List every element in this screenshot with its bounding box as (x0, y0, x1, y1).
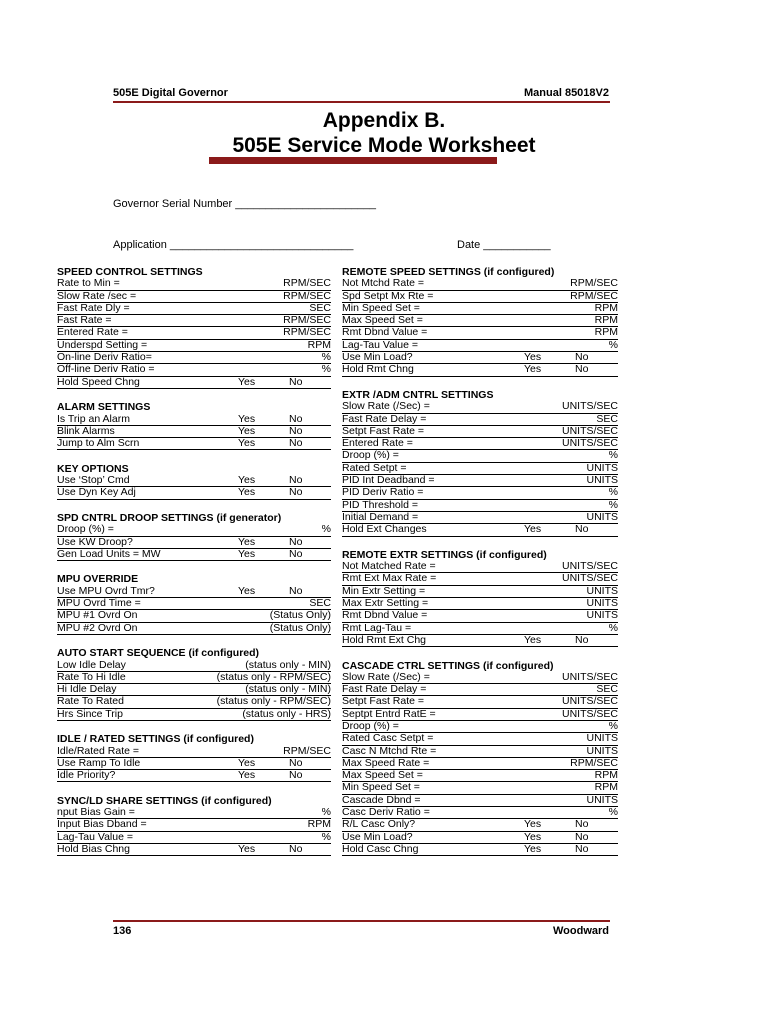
no-option[interactable]: No (289, 424, 303, 437)
setting-unit: (status only - RPM/SEC) (216, 670, 331, 683)
section-title-idle-rated-settings-if-configured: IDLE / RATED SETTINGS (if configured) (57, 733, 254, 746)
governor-serial-field[interactable]: Governor Serial Number _______________________ (113, 198, 376, 210)
setting-label: Hrs Since Trip (57, 707, 123, 720)
yes-option[interactable]: Yes (238, 424, 256, 437)
section-title-extr-adm-cntrl-settings: EXTR /ADM CNTRL SETTINGS (342, 388, 494, 401)
setting-unit: % (608, 498, 618, 511)
setting-unit: % (608, 621, 618, 634)
setting-unit: (status only - HRS) (242, 707, 331, 720)
setting-label: Septpt Entrd RatE = (342, 707, 436, 720)
setting-unit: RPM (307, 338, 331, 351)
setting-label: Fast Rate Delay = (342, 412, 427, 425)
setting-label: Setpt Fast Rate = (342, 695, 425, 708)
footer-page-number: 136 (113, 925, 132, 937)
setting-label: Slow Rate (/Sec) = (342, 670, 430, 683)
yes-option[interactable]: Yes (238, 375, 256, 388)
no-option[interactable]: No (575, 363, 589, 376)
setting-label: Use Min Load? (342, 351, 413, 364)
setting-unit: UNITS/SEC (561, 424, 618, 437)
setting-label: Low Idle Delay (57, 658, 126, 671)
setting-row[interactable] (342, 844, 618, 856)
setting-unit: RPM (594, 769, 618, 782)
setting-unit: UNITS/SEC (561, 670, 618, 683)
setting-unit: RPM (594, 301, 618, 314)
setting-label: MPU #1 Ovrd On (57, 609, 138, 622)
setting-row[interactable] (57, 487, 331, 499)
title-rule (209, 157, 497, 164)
setting-unit: RPM/SEC (283, 326, 331, 339)
setting-unit: RPM (594, 781, 618, 794)
setting-unit: % (321, 806, 331, 819)
setting-label: Cascade Dbnd = (342, 793, 421, 806)
setting-unit: RPM (594, 314, 618, 327)
setting-label: Fast Rate Delay = (342, 683, 427, 696)
setting-label: Hold Rmt Ext Chg (342, 633, 427, 646)
setting-label: Rate To Hi Idle (57, 670, 126, 683)
setting-unit: UNITS (586, 597, 618, 610)
section-title-key-options: KEY OPTIONS (57, 462, 129, 475)
setting-label: PID Threshold = (342, 498, 418, 511)
setting-label: Hold Bias Chng (57, 842, 130, 855)
setting-row[interactable] (57, 709, 331, 721)
setting-unit: % (321, 523, 331, 536)
setting-unit: RPM (594, 326, 618, 339)
setting-label: Droop (%) = (342, 449, 399, 462)
setting-unit: UNITS (586, 793, 618, 806)
section-title-auto-start-sequence-if-configured: AUTO START SEQUENCE (if configured) (57, 647, 260, 660)
setting-unit: % (608, 719, 618, 732)
no-option[interactable]: No (575, 818, 589, 831)
setting-label: Underspd Setting = (57, 338, 148, 351)
setting-label: Hold Speed Chng (57, 375, 140, 388)
setting-unit: RPM/SEC (570, 756, 618, 769)
setting-label: Casc Deriv Ratio = (342, 806, 430, 819)
footer-company: Woodward (552, 925, 609, 937)
setting-label: Use MPU Ovrd Tmr? (57, 584, 155, 597)
section-title-mpu-override: MPU OVERRIDE (57, 573, 139, 586)
setting-label: Rmt Lag-Tau = (342, 621, 412, 634)
setting-unit: % (321, 351, 331, 364)
setting-unit: % (321, 830, 331, 843)
yes-option[interactable]: Yes (238, 412, 256, 425)
setting-label: Max Speed Set = (342, 314, 423, 327)
setting-unit: (status only - RPM/SEC) (216, 695, 331, 708)
setting-label: Use Dyn Key Adj (57, 486, 136, 499)
setting-unit: (Status Only) (269, 609, 331, 622)
setting-unit: % (608, 449, 618, 462)
setting-unit: RPM/SEC (283, 277, 331, 290)
no-option[interactable]: No (289, 547, 303, 560)
no-option[interactable]: No (289, 535, 303, 548)
setting-label: Droop (%) = (342, 719, 399, 732)
setting-unit: UNITS (586, 584, 618, 597)
setting-unit: SEC (309, 597, 331, 610)
setting-unit: UNITS (586, 510, 618, 523)
setting-label: Entered Rate = (342, 437, 413, 450)
setting-label: Input Bias Dband = (57, 818, 147, 831)
setting-unit: UNITS/SEC (561, 707, 618, 720)
setting-label: Lag-Tau Value = (57, 830, 133, 843)
setting-row[interactable] (57, 770, 331, 782)
setting-label: nput Bias Gain = (57, 806, 135, 819)
yes-option[interactable]: Yes (524, 351, 542, 364)
setting-label: Idle/Rated Rate = (57, 744, 140, 757)
setting-label: Not Mtchd Rate = (342, 277, 424, 290)
setting-label: Max Speed Set = (342, 769, 423, 782)
setting-unit: UNITS (586, 474, 618, 487)
yes-option[interactable]: Yes (524, 363, 542, 376)
yes-option[interactable]: Yes (524, 830, 542, 843)
setting-unit: % (608, 338, 618, 351)
setting-label: Slow Rate (/Sec) = (342, 400, 430, 413)
yes-option[interactable]: Yes (238, 437, 256, 450)
setting-unit: RPM/SEC (283, 289, 331, 302)
setting-label: Gen Load Units = MW (57, 547, 161, 560)
setting-unit: RPM/SEC (570, 277, 618, 290)
setting-label: On-line Deriv Ratio= (57, 351, 152, 364)
worksheet-title: 505E Service Mode Worksheet (232, 134, 536, 157)
setting-label: Jump to Alm Scrn (57, 437, 140, 450)
setting-label: Hold Rmt Chng (342, 363, 414, 376)
footer-rule (113, 920, 610, 922)
setting-label: MPU #2 Ovrd On (57, 621, 138, 634)
setting-label: Entered Rate = (57, 326, 128, 339)
setting-label: Max Speed Rate = (342, 756, 430, 769)
no-option[interactable]: No (575, 351, 589, 364)
setting-unit: % (608, 486, 618, 499)
section-title-remote-speed-settings-if-configured: REMOTE SPEED SETTINGS (if configured) (342, 266, 555, 278)
no-option[interactable]: No (575, 633, 589, 646)
setting-unit: UNITS (586, 461, 618, 474)
setting-unit: RPM/SEC (283, 744, 331, 757)
setting-label: Fast Rate Dly = (57, 301, 130, 314)
yes-option[interactable]: Yes (524, 818, 542, 831)
header-left: 505E Digital Governor (113, 87, 228, 99)
setting-label: Slow Rate /sec = (57, 289, 137, 302)
section-title-speed-control-settings: SPEED CONTROL SETTINGS (57, 266, 203, 278)
setting-label: PID Deriv Ratio = (342, 486, 424, 499)
setting-label: Use KW Droop? (57, 535, 133, 548)
setting-row[interactable] (57, 438, 331, 450)
setting-label: Min Extr Setting = (342, 584, 426, 597)
no-option[interactable]: No (575, 830, 589, 843)
setting-label: Hold Ext Changes (342, 523, 427, 536)
setting-label: Blink Alarms (57, 424, 115, 437)
setting-label: Hold Casc Chng (342, 842, 419, 855)
setting-label: Rmt Dbnd Value = (342, 326, 428, 339)
yes-option[interactable]: Yes (524, 523, 542, 536)
setting-label: Spd Setpt Mx Rte = (342, 289, 434, 302)
yes-option[interactable]: Yes (238, 474, 256, 487)
setting-label: Min Speed Set = (342, 781, 420, 794)
setting-row[interactable] (57, 844, 331, 856)
setting-unit: % (321, 363, 331, 376)
yes-option[interactable]: Yes (524, 842, 542, 855)
no-option[interactable]: No (575, 842, 589, 855)
date-field[interactable]: Date ___________ (457, 239, 551, 251)
setting-label: Casc N Mtchd Rte = (342, 744, 437, 757)
section-title-spd-cntrl-droop-settings-if-generator: SPD CNTRL DROOP SETTINGS (if generator) (57, 511, 282, 524)
setting-unit: RPM (307, 818, 331, 831)
setting-unit: UNITS/SEC (561, 572, 618, 585)
setting-label: Initial Demand = (342, 510, 419, 523)
no-option[interactable]: No (289, 842, 303, 855)
no-option[interactable]: No (289, 584, 303, 597)
setting-row[interactable] (342, 364, 618, 376)
right-column (342, 266, 618, 856)
setting-unit: SEC (596, 412, 618, 425)
no-option[interactable]: No (289, 437, 303, 450)
yes-option[interactable]: Yes (238, 842, 256, 855)
setting-unit: UNITS (586, 732, 618, 745)
yes-option[interactable]: Yes (238, 547, 256, 560)
setting-unit: SEC (596, 683, 618, 696)
setting-label: Lag-Tau Value = (342, 338, 418, 351)
setting-unit: RPM/SEC (283, 314, 331, 327)
no-option[interactable]: No (289, 486, 303, 499)
setting-label: Use Ramp To Idle (57, 756, 141, 769)
setting-label: Fast Rate = (57, 314, 112, 327)
yes-option[interactable]: Yes (238, 756, 256, 769)
section-title-sync-ld-share-settings-if-configured: SYNC/LD SHARE SETTINGS (if configured) (57, 794, 272, 807)
setting-unit: UNITS (586, 744, 618, 757)
setting-label: Rate to Min = (57, 277, 120, 290)
section-title-remote-extr-settings-if-configured: REMOTE EXTR SETTINGS (if configured) (342, 548, 547, 561)
setting-unit: (Status Only) (269, 621, 331, 634)
setting-label: Droop (%) = (57, 523, 114, 536)
appendix-title: Appendix B. (322, 109, 446, 132)
setting-unit: % (608, 806, 618, 819)
setting-unit: SEC (309, 301, 331, 314)
setting-label: Max Extr Setting = (342, 597, 429, 610)
yes-option[interactable]: Yes (524, 633, 542, 646)
setting-unit: RPM/SEC (570, 289, 618, 302)
setting-label: Rmt Ext Max Rate = (342, 572, 437, 585)
setting-row[interactable] (57, 549, 331, 561)
setting-label: Rated Setpt = (342, 461, 407, 474)
no-option[interactable]: No (289, 769, 303, 782)
setting-row[interactable] (342, 524, 618, 536)
setting-label: Idle Priority? (57, 769, 116, 782)
setting-label: Rated Casc Setpt = (342, 732, 434, 745)
setting-unit: UNITS/SEC (561, 400, 618, 413)
setting-label: Setpt Fast Rate = (342, 424, 425, 437)
yes-option[interactable]: Yes (238, 486, 256, 499)
yes-option[interactable]: Yes (238, 535, 256, 548)
left-column (57, 266, 331, 856)
no-option[interactable]: No (289, 375, 303, 388)
setting-label: MPU Ovrd Time = (57, 597, 141, 610)
setting-label: Min Speed Set = (342, 301, 420, 314)
setting-label: Use ‘Stop’ Cmd (57, 474, 130, 487)
yes-option[interactable]: Yes (238, 769, 256, 782)
section-title-cascade-ctrl-settings-if-configured: CASCADE CTRL SETTINGS (if configured) (342, 659, 554, 672)
no-option[interactable]: No (289, 412, 303, 425)
setting-label: Use Min Load? (342, 830, 413, 843)
setting-row[interactable] (57, 377, 331, 389)
setting-row[interactable] (57, 623, 331, 635)
setting-label: Is Trip an Alarm (57, 412, 130, 425)
header-right: Manual 85018V2 (524, 87, 609, 99)
setting-unit: UNITS/SEC (561, 437, 618, 450)
setting-label: Hi Idle Delay (57, 683, 117, 696)
setting-row[interactable] (342, 635, 618, 647)
setting-unit: UNITS/SEC (561, 560, 618, 573)
setting-label: Off-line Deriv Ratio = (57, 363, 155, 376)
no-option[interactable]: No (575, 523, 589, 536)
setting-unit: UNITS (586, 609, 618, 622)
setting-label: Rmt Dbnd Value = (342, 609, 428, 622)
no-option[interactable]: No (289, 474, 303, 487)
section-title-alarm-settings: ALARM SETTINGS (57, 401, 151, 414)
no-option[interactable]: No (289, 756, 303, 769)
application-field[interactable]: Application ______________________________ (113, 239, 354, 251)
header-rule (113, 101, 610, 103)
setting-unit: (status only - MIN) (245, 658, 331, 671)
setting-label: Rate To Rated (57, 695, 124, 708)
setting-label: R/L Casc Only? (342, 818, 416, 831)
setting-label: Not Matched Rate = (342, 560, 436, 573)
setting-label: PID Int Deadband = (342, 474, 435, 487)
yes-option[interactable]: Yes (238, 584, 256, 597)
setting-unit: (status only - MIN) (245, 683, 331, 696)
setting-unit: UNITS/SEC (561, 695, 618, 708)
